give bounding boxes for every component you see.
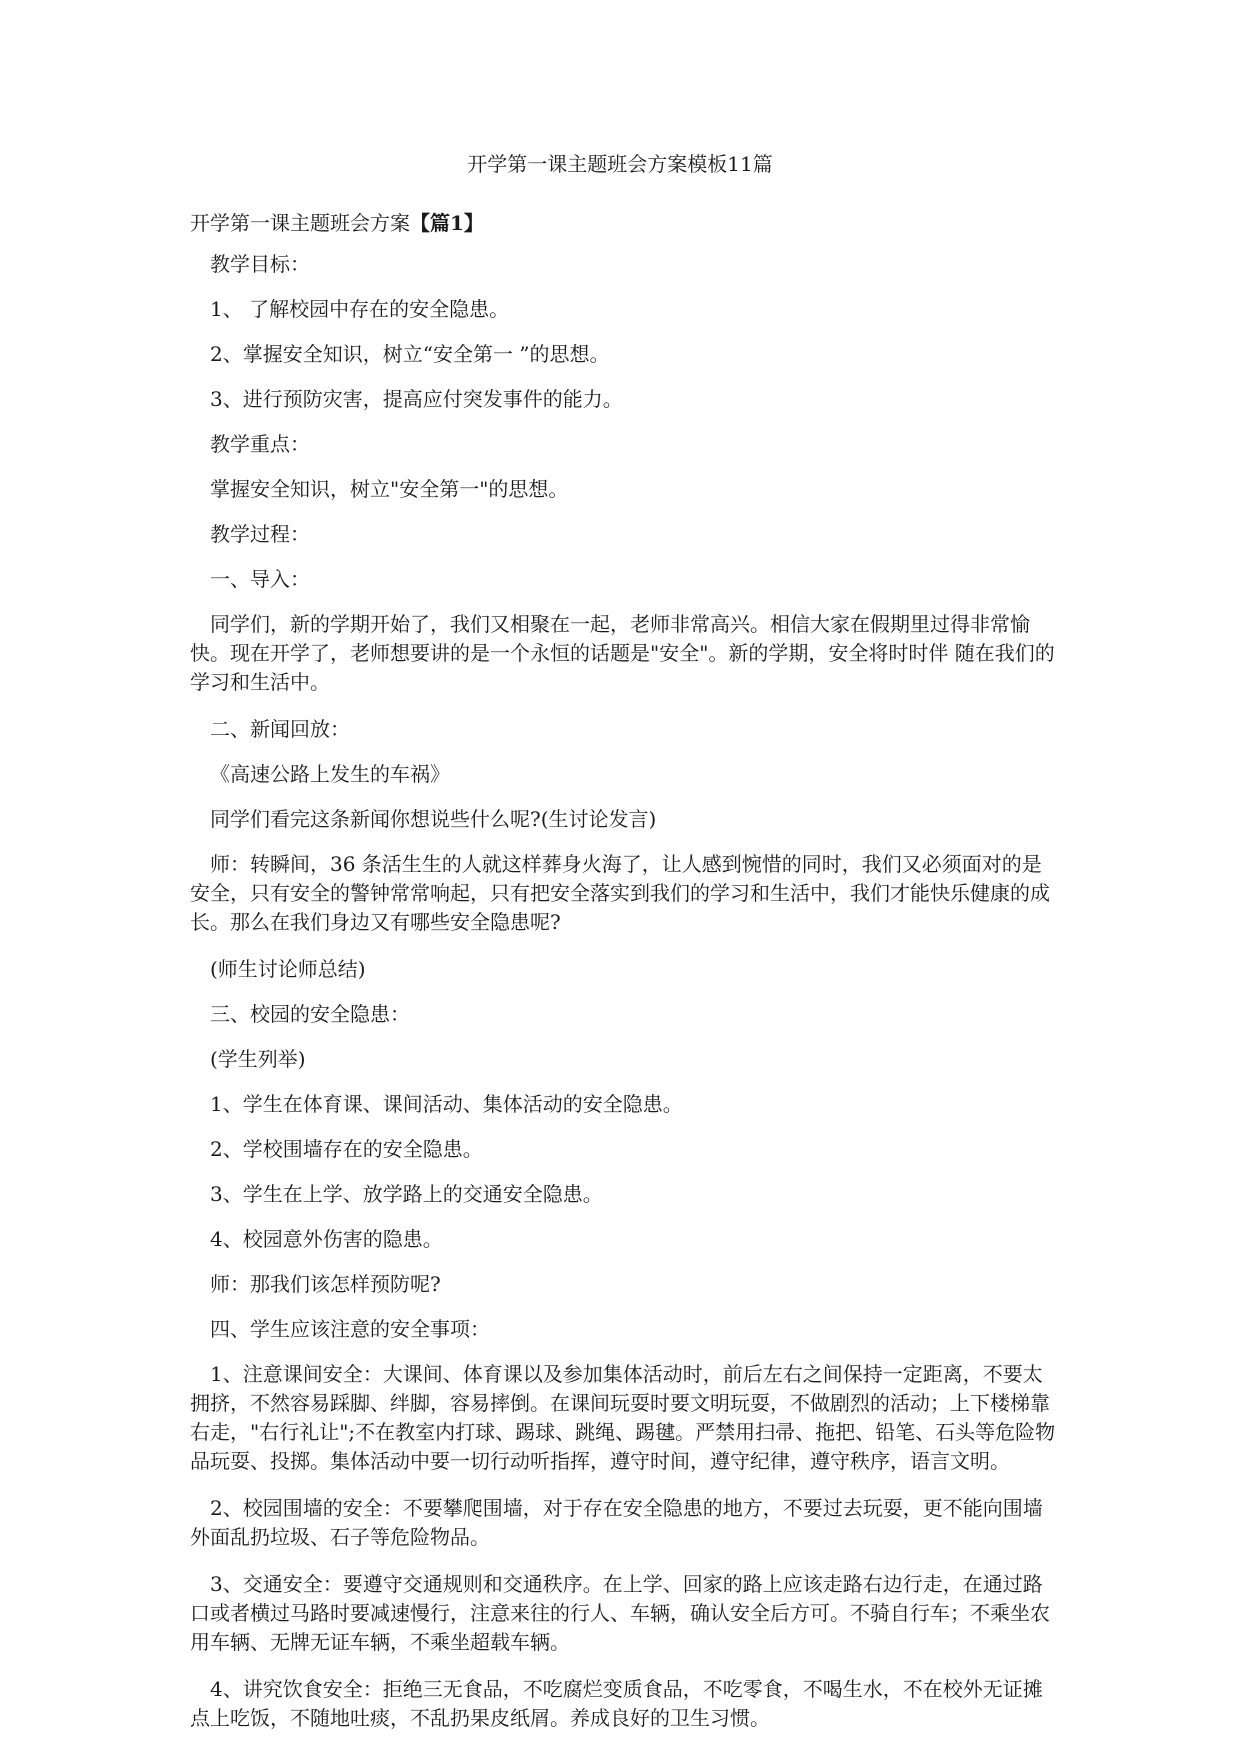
paragraph: 4、校园意外伤害的隐患。 [210, 1227, 443, 1251]
paragraph: 一、导入： [210, 567, 310, 591]
paragraph: (学生列举) [210, 1047, 306, 1071]
section-heading-text: 开学第一课主题班会方案 [190, 211, 410, 235]
paragraph: 2、掌握安全知识，树立“安全第一 ”的思想。 [210, 342, 610, 366]
paragraph: (师生讨论师总结) [210, 957, 366, 981]
paragraph: 二、新闻回放： [210, 717, 350, 741]
paragraph: 3、进行预防灾害，提高应付突发事件的能力。 [210, 387, 623, 411]
paragraph: 3、交通安全：要遵守交通规则和交通秩序。在上学、回家的路上应该走路右边行走，在通过路口或者横过马路时要减速慢行，注意来往的行人、车辆，确认安全后方可。不骑自行车；不乘坐农用车辆、无牌无证车辆，不乘坐超载车辆。 [190, 1572, 1050, 1654]
paragraph: 教学目标： [210, 252, 310, 276]
paragraph: 教学过程： [210, 522, 310, 546]
section-heading [190, 209, 484, 237]
paragraph: 4、讲究饮食安全：拒绝三无食品，不吃腐烂变质食品，不吃零食，不喝生水，不在校外无证摊点上吃饭，不随地吐痰，不乱扔果皮纸屑。养成良好的卫生习惯。 [190, 1677, 1043, 1730]
paragraph: 掌握安全知识，树立"安全第一"的思想。 [210, 477, 569, 501]
paragraph: 1、注意课间安全：大课间、体育课以及参加集体活动时，前后左右之间保持一定距离，不要太拥挤，不然容易踩脚、绊脚，容易摔倒。在课间玩耍时要文明玩耍，不做剧烈的活动；上下楼梯靠右走，"右行礼让";不在教室内打球、踢球、跳绳、踢毽。严禁用扫帚、拖把、铅笔、石头等危险物品玩耍、投掷。集体活动中要一切行动听指挥，遵守时间，遵守纪律，遵守秩序，语言文明。 [190, 1362, 1056, 1473]
section-heading-number: 【篇1】 [410, 211, 484, 235]
document-body [190, 250, 1060, 1751]
paragraph: 四、学生应该注意的安全事项： [210, 1317, 490, 1341]
paragraph: 同学们看完这条新闻你想说些什么呢?(生讨论发言) [210, 807, 657, 831]
paragraph: 师：转瞬间，36 条活生生的人就这样葬身火海了，让人感到惋惜的同时，我们又必须面对的是安全，只有安全的警钟常常响起，只有把安全落实到我们的学习和生活中，我们才能快乐健康的成长。那么在我们身边又有哪些安全隐患呢? [190, 852, 1050, 934]
paragraph: 《高速公路上发生的车祸》 [210, 762, 450, 786]
paragraph: 3、学生在上学、放学路上的交通安全隐患。 [210, 1182, 603, 1206]
paragraph: 师：那我们该怎样预防呢? [210, 1272, 441, 1296]
paragraph: 1、学生在体育课、课间活动、集体活动的安全隐患。 [210, 1092, 683, 1116]
paragraph: 2、学校围墙存在的安全隐患。 [210, 1137, 483, 1161]
paragraph: 2、校园围墙的安全：不要攀爬围墙，对于存在安全隐患的地方，不要过去玩耍，更不能向围墙外面乱扔垃圾、石子等危险物品。 [190, 1496, 1043, 1549]
paragraph: 同学们，新的学期开始了，我们又相聚在一起，老师非常高兴。相信大家在假期里过得非常愉快。现在开学了，老师想要讲的是一个永恒的话题是"安全"。新的学期，安全将时时伴 随在我们的学习和生活中。 [190, 612, 1055, 694]
paragraph: 1、 了解校园中存在的安全隐患。 [210, 297, 510, 321]
paragraph: 三、校园的安全隐患： [210, 1002, 410, 1026]
document-title: 开学第一课主题班会方案模板11篇 [467, 152, 773, 176]
paragraph: 教学重点： [210, 432, 310, 456]
